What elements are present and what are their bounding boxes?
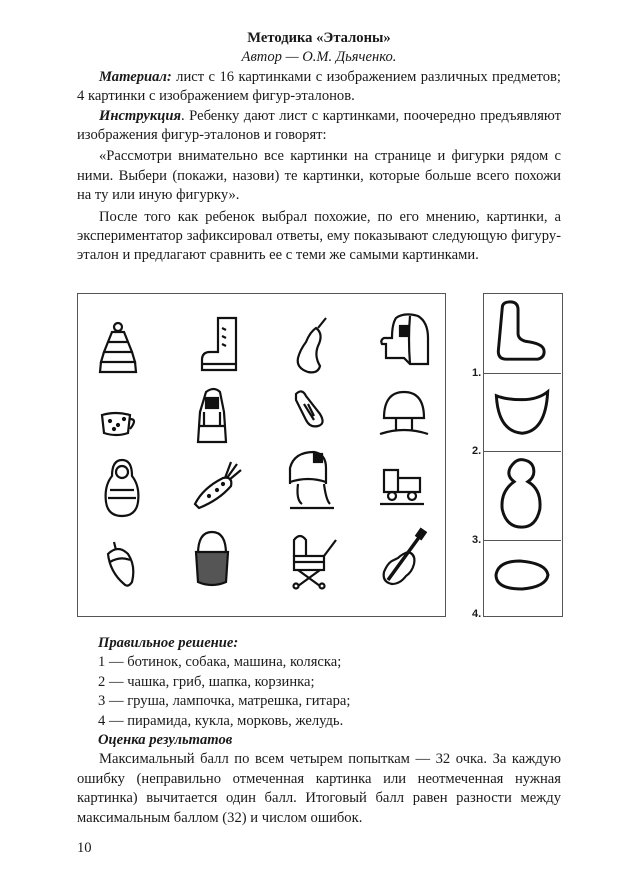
picture-basket — [178, 524, 248, 594]
standard-label-2: 2. — [472, 445, 482, 457]
picture-doll — [178, 382, 248, 452]
standard-shape-1 — [484, 294, 561, 374]
instruction-followup: После того как ребенок выбрал похожие, по его мнению, картинки, а экспериментатор зафиксировал ответы, ему показывают следующую фигуру-эталон и предлагают сравнить ее с теми же самыми картинками. — [77, 208, 561, 264]
doll-icon — [178, 382, 248, 452]
instruction-label: Инструкция — [99, 107, 182, 124]
acorn-icon — [88, 532, 158, 602]
page-title: Методика «Эталоны» — [247, 30, 391, 46]
standard-shape-3 — [484, 452, 561, 541]
instruction-text: . Ребенку дают лист с картинками, поочередно предъявляют изображения фигур-эталонов и говорят: — [77, 107, 561, 144]
scoring-section — [77, 731, 561, 828]
matryoshka-icon — [88, 454, 158, 524]
picture-hat — [274, 444, 344, 514]
pear-icon — [278, 312, 348, 382]
picture-matryoshka — [88, 454, 158, 524]
solution-heading: Правильное решение: — [98, 635, 239, 651]
standard-label-1: 1. — [472, 367, 482, 379]
material-paragraph — [77, 68, 561, 107]
instruction-quote: «Рассмотри внимательно все картинки на странице и фигурки рядом с ними. Выбери (покажи, назови) те картинки, которые больше всего похожи на ту или иную фигурку». — [77, 148, 561, 204]
snowman-shape-icon — [484, 452, 561, 540]
lightbulb-icon — [274, 380, 344, 450]
solution-line-3: 3 — груша, лампочка, матрешка, гитара; — [98, 693, 351, 710]
pyramid-icon — [88, 314, 158, 384]
solution-line-2: 2 — чашка, гриб, шапка, корзинка; — [98, 673, 315, 690]
instruction-paragraph — [77, 107, 561, 146]
picture-truck — [368, 454, 438, 524]
scoring-text: Максимальный балл по всем четырем попыткам — 32 очка. За каждую ошибку (неправильно отмеченная картинка или неотмеченная нужная картинка) вычитается один балл. Итоговый балл равен разности между максимальным баллом (32) и числом ошибок. — [77, 751, 561, 826]
standard-label-4: 4. — [472, 608, 482, 620]
material-label: Материал: — [99, 68, 172, 85]
standard-shapes-column — [472, 293, 563, 620]
pictures-grid — [77, 293, 446, 617]
solution-line-4: 4 — пирамида, кукла, морковь, желудь. — [98, 712, 344, 729]
standard-shape-2 — [484, 374, 561, 452]
oval-shape-icon — [484, 541, 561, 615]
truck-icon — [368, 454, 438, 524]
picture-lightbulb — [274, 380, 344, 450]
picture-pear — [278, 312, 348, 382]
picture-cup — [86, 389, 156, 459]
picture-stroller — [274, 526, 344, 596]
cup-icon — [86, 389, 156, 459]
solution-section — [98, 634, 558, 731]
page-number: 10 — [77, 840, 92, 856]
picture-boot — [188, 312, 258, 382]
boot-icon — [188, 312, 258, 382]
basket-icon — [178, 524, 248, 594]
picture-acorn — [88, 532, 158, 602]
scoring-heading: Оценка результатов — [98, 732, 233, 748]
guitar-icon — [368, 522, 438, 592]
picture-pyramid — [88, 314, 158, 384]
carrot-icon — [183, 454, 253, 524]
picture-mushroom — [368, 384, 438, 454]
stroller-icon — [274, 526, 344, 596]
standard-shape-4 — [484, 541, 561, 615]
dog-icon — [368, 308, 438, 378]
boot-shape-icon — [484, 294, 561, 373]
crescent-shape-icon — [484, 374, 561, 451]
solution-line-1: 1 — ботинок, собака, машина, коляска; — [98, 654, 342, 671]
intro-section — [77, 29, 561, 266]
picture-dog — [368, 308, 438, 378]
picture-carrot — [183, 454, 253, 524]
hat-icon — [274, 444, 344, 514]
mushroom-icon — [368, 384, 438, 454]
material-text: лист с 16 картинками с изображением различных предметов; 4 картинки с изображением фигур-эталонов. — [77, 68, 561, 105]
picture-guitar — [368, 522, 438, 592]
author-line: Автор — О.М. Дьяченко. — [241, 49, 397, 66]
standard-label-3: 3. — [472, 534, 482, 546]
